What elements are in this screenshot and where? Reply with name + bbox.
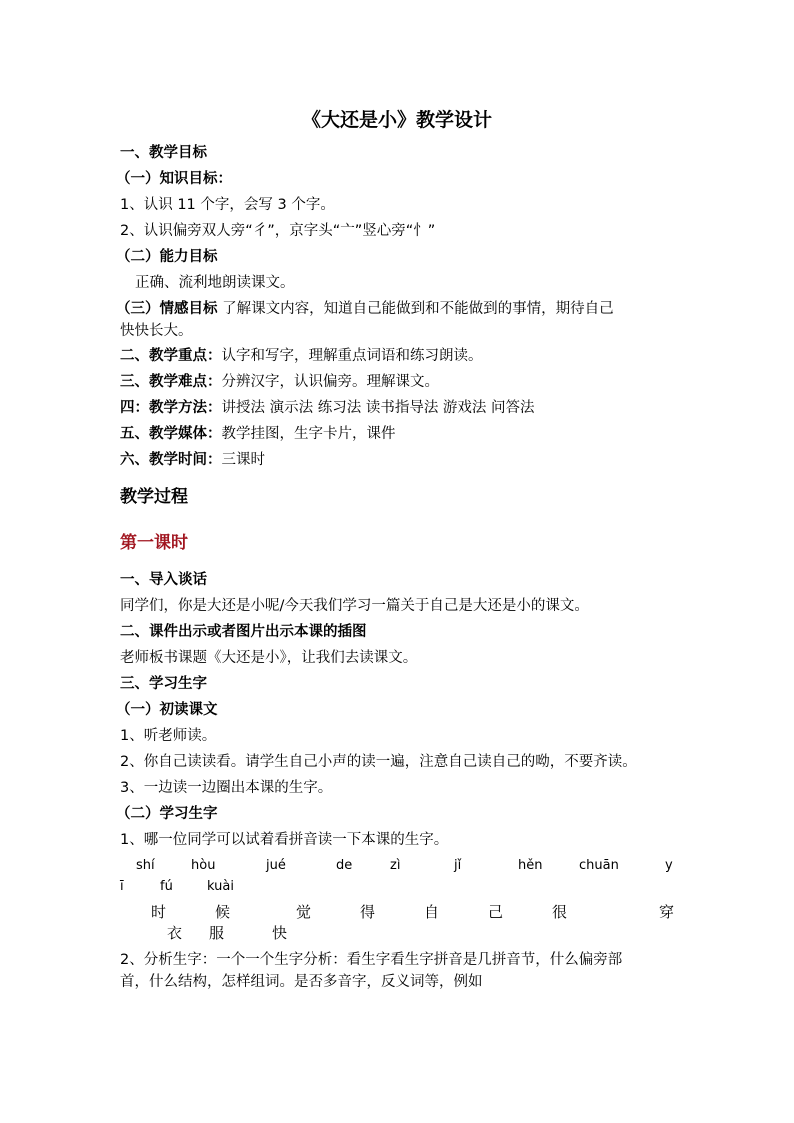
pinyin: hòu (191, 858, 216, 873)
emotion-objective-text-cont: 快快长大。 (120, 323, 193, 339)
character: 很 (552, 903, 568, 921)
knowledge-objective-heading: （一）知识目标： (116, 171, 232, 187)
document-title: 《大还是小》教学设计 (301, 109, 492, 131)
list-item: 3、一边读一边圈出本课的生字。 (120, 780, 333, 796)
section-heading: 二、课件出示或者图片出示本课的插图 (120, 624, 367, 640)
info-text: 三课时 (221, 452, 265, 468)
section-heading: 一、导入谈话 (120, 572, 207, 588)
pinyin: fú (160, 879, 173, 894)
lesson-heading: 第一课时 (120, 533, 188, 553)
character: 自 (424, 903, 440, 921)
emotion-objective-line (116, 299, 614, 319)
knowledge-item: 1、认识 11 个字，会写 3 个字。 (120, 197, 335, 213)
info-label: 六、教学时间： (120, 452, 222, 468)
list-item: 2、分析生字：一个一个生字分析：看生字看生字拼音是几拼音节，什么偏旁部 (120, 952, 623, 968)
info-label: 二、教学重点： (120, 348, 222, 364)
pinyin: chuān (579, 858, 619, 873)
process-heading: 教学过程 (120, 487, 188, 507)
objectives-heading: 一、教学目标 (120, 145, 207, 161)
pinyin: kuài (207, 879, 234, 894)
character: 服 (209, 924, 225, 942)
character-row (0, 924, 794, 944)
info-label: 四：教学方法： (120, 400, 222, 416)
info-text: 讲授法 演示法 练习法 读书指导法 游戏法 问答法 (221, 400, 535, 416)
info-line-difficulties (120, 372, 439, 392)
character-row (0, 903, 794, 923)
ability-objective-text: 正确、流利地朗读课文。 (135, 275, 295, 291)
emotion-objective-heading: （三）情感目标 (116, 301, 218, 317)
character: 己 (488, 903, 504, 921)
list-item: 1、听老师读。 (120, 728, 217, 744)
info-text: 教学挂图，生字卡片，课件 (221, 426, 396, 442)
pinyin: hěn (518, 858, 543, 873)
knowledge-item: 2、认识偏旁双人旁“彳”，京字头“亠”竖心旁“忄” (120, 223, 436, 239)
character: 候 (215, 903, 231, 921)
character: 时 (151, 903, 167, 921)
section-text: 老师板书课题《大还是小》，让我们去读课文。 (120, 650, 418, 666)
pinyin-row (0, 878, 794, 896)
ability-objective-heading: （二）能力目标 (116, 249, 218, 265)
pinyin: ī (120, 879, 124, 894)
info-text: 分辨汉字，认识偏旁。理解课文。 (221, 374, 439, 390)
character: 得 (360, 903, 376, 921)
character: 穿 (659, 903, 675, 921)
list-item: 1、哪一位同学可以试着看拼音读一下本课的生字。 (120, 832, 449, 848)
character: 快 (272, 924, 288, 942)
section-text: 同学们，你是大还是小呢/今天我们学习一篇关于自己是大还是小的课文。 (120, 598, 589, 614)
list-item: 2、你自己读读看。请学生自己小声的读一遍，注意自己读自己的呦，不要齐读。 (120, 754, 637, 770)
info-line-methods (120, 398, 535, 418)
info-text: 认字和写字，理解重点词语和练习朗读。 (221, 348, 483, 364)
pinyin: y (665, 858, 673, 873)
list-item-cont: 首，什么结构，怎样组词。是否多音字，反义词等，例如 (120, 974, 483, 990)
character: 觉 (296, 903, 312, 921)
subsection-heading: （一）初读课文 (116, 702, 218, 718)
pinyin: shí (136, 858, 155, 873)
info-line-key-points (120, 346, 483, 366)
character: 衣 (167, 924, 183, 942)
section-heading: 三、学习生字 (120, 676, 207, 692)
info-line-media (120, 424, 396, 444)
pinyin: de (336, 858, 353, 873)
info-label: 五、教学媒体： (120, 426, 222, 442)
info-line-time (120, 450, 265, 470)
pinyin-row (0, 857, 794, 875)
pinyin: jǐ (454, 858, 462, 873)
subsection-heading: （二）学习生字 (116, 806, 218, 822)
info-label: 三、教学难点： (120, 374, 222, 390)
pinyin: zì (390, 858, 401, 873)
pinyin: jué (266, 858, 286, 873)
emotion-objective-text: 了解课文内容，知道自己能做到和不能做到的事情，期待自己 (222, 301, 614, 317)
